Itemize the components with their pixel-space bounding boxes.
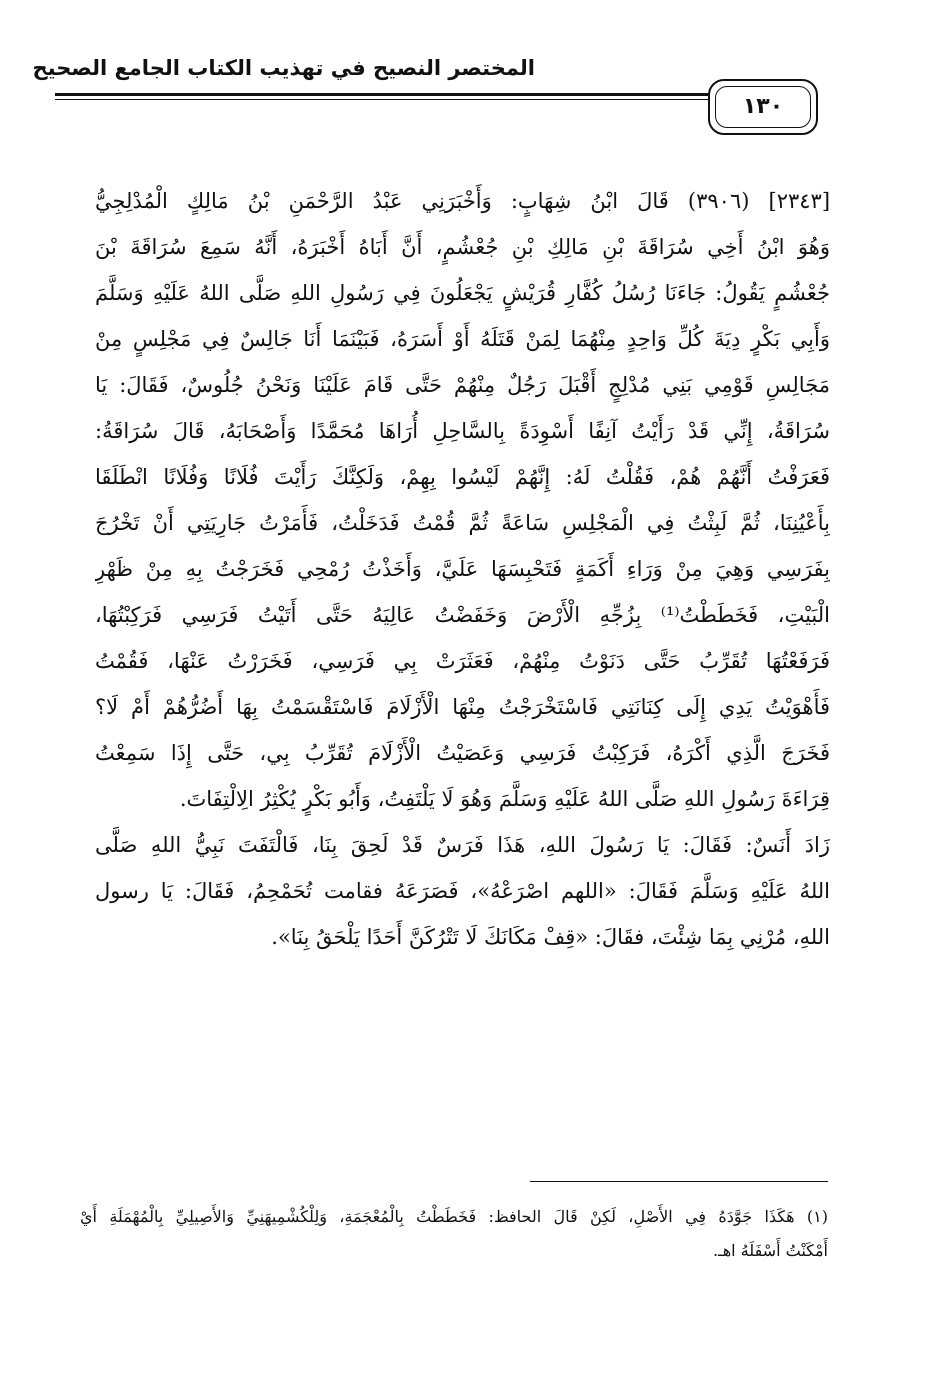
footnote-separator [530,1181,828,1182]
text-line: بِأَعْيُنِنَا، ثُمَّ لَبِثْتُ فِي الْمَجْلِسِ سَاعَةً ثُمَّ قُمْتُ فَدَخَلْتُ، فَأَمَرْتُ جَارِيَتِي أَنْ تَخْرُجَ [95,511,830,535]
text-line: اللهُ عَلَيْهِ وَسَلَّمَ فَقَالَ: «اللهم اصْرَعْهُ»، فَصَرَعَهُ فقامت تُحَمْحِمُ، فَقَالَ: يَا رسول [95,879,830,903]
text-line: وَأَبِي بَكْرٍ دِيَةَ كُلِّ وَاحِدٍ مِنْهُمَا لِمَنْ قَتَلَهُ أَوْ أَسَرَهُ، فَبَيْنَمَا أَنَا جَالِسٌ فِي مَجْلِسٍ مِنْ [95,327,830,351]
text-line: زَادَ أَنَسٌ: فَقَالَ: يَا رَسُولَ اللهِ، هَذَا فَرَسٌ قَدْ لَحِقَ بِنَا، فَالْتَفَتَ نَبِيُّ اللهِ صَلَّى [95,833,830,857]
text-line: قِرَاءَةَ رَسُولِ اللهِ صَلَّى اللهُ عَلَيْهِ وَسَلَّمَ وَهُوَ لَا يَلْتَفِتُ، وَأَبُو بَكْرٍ يُكْثِرُ الِالْتِفَاتَ. [179,787,830,811]
text-line: سُرَاقَةُ، إِنِّي قَدْ رَأَيْتُ آنِفًا أَسْوِدَةً بِالسَّاحِلِ أُرَاهَا مُحَمَّدًا وَأَصْحَابَهُ، قَالَ سُرَاقَةُ: [95,419,830,443]
text-line: بِفَرَسِي وَهِيَ مِنْ وَرَاءِ أَكَمَةٍ فَتَحْبِسَهَا عَلَيَّ، وَأَخَذْتُ رُمْحِي فَخَرَجْتُ بِهِ مِنْ ظَهْرِ [95,557,830,581]
text-line: [٢٣٤٣] (٣٩٠٦) قَالَ ابْنُ شِهَابٍ: وَأَخْبَرَنِي عَبْدُ الرَّحْمَنِ بْنُ مَالِكٍ الْمُدْلِجِيُّ [95,189,830,213]
hadith-text [95,178,830,960]
text-line: جُعْشُمٍ يَقُولُ: جَاءَنَا رُسُلُ كُفَّارِ قُرَيْشٍ يَجْعَلُونَ فِي رَسُولِ اللهِ صَلَّى اللهُ عَلَيْهِ وَسَلَّمَ [95,281,830,305]
footnote-line: (١) هَكَذَا جَوَّدَهُ فِي الأَصْلِ، لَكِنْ قَالَ الحافظ: فَخَطَطْتُ بِالْمُعْجَمَةِ، وَلِلْكُشْمِيهَنِيِّ وَالأَصِيلِيِّ بِالْمُهْمَلَةِ أَيْ [80,1207,828,1226]
text-line: فَأَهْوَيْتُ يَدِي إِلَى كِنَانَتِي فَاسْتَخْرَجْتُ مِنْهَا الْأَزْلَامَ فَاسْتَقْسَمْتُ بِهَا أَضُرُّهُمْ أَمْ لَا؟ [95,695,830,719]
text-line: اللهِ، مُرْنِي بِمَا شِئْتَ، فقَالَ: «قِفْ مَكَانَكَ لَا تَتْرُكَنَّ أَحَدًا يَلْحَقُ بِنَا». [271,925,830,949]
text-line: فَخَرَجَ الَّذِي أَكْرَهُ، فَرَكِبْتُ فَرَسِي وَعَصَيْتُ الْأَزْلَامَ تُقَرِّبُ بِي، حَتَّى إِذَا سَمِعْتُ [95,741,830,765]
text-line: فَرَفَعْتُهَا تُقَرِّبُ حَتَّى دَنَوْتُ مِنْهُمْ، فَعَثَرَتْ بِي فَرَسِي، فَخَرَرْتُ عَنْهَا، فَقُمْتُ [95,649,830,673]
text-line: وَهُوَ ابْنُ أَخِي سُرَاقَةَ بْنِ مَالِكِ بْنِ جُعْشُمٍ، أَنَّ أَبَاهُ أَخْبَرَهُ، أَنَّهُ سَمِعَ سُرَاقَةَ بْنَ [95,235,830,259]
text-line: الْبَيْتِ، فَخَطَطْتُ⁽¹⁾ بِزُجِّهِ الْأَرْضَ وَخَفَضْتُ عَالِيَهُ حَتَّى أَتَيْتُ فَرَسِي فَرَكِبْتُهَا، [95,603,830,627]
page-number-frame [708,79,818,135]
text-line: مَجَالِسِ قَوْمِي بَنِي مُدْلِجٍ أَقْبَلَ رَجُلٌ مِنْهُمْ حَتَّى قَامَ عَلَيْنَا وَنَحْنُ جُلُوسٌ، فَقَالَ: يَا [95,373,830,397]
text-line: فَعَرَفْتُ أَنَّهُمْ هُمْ، فَقُلْتُ لَهُ: إِنَّهُمْ لَيْسُوا بِهِمْ، وَلَكِنَّكَ رَأَيْتَ فُلَانًا وَفُلَانًا انْطَلَقَا [95,465,830,489]
running-title: المختصر النصيح في تهذيب الكتاب الجامع الصحيح [32,56,535,80]
page-number: ١٣٠ [742,94,784,119]
footnote-line: أَمْكَنْتُ أَسْفَلَهُ اهـ. [712,1241,828,1260]
header-rule [55,93,760,96]
page-header [0,0,945,140]
footnotes [80,1200,828,1268]
header-rule-thin [55,99,760,100]
